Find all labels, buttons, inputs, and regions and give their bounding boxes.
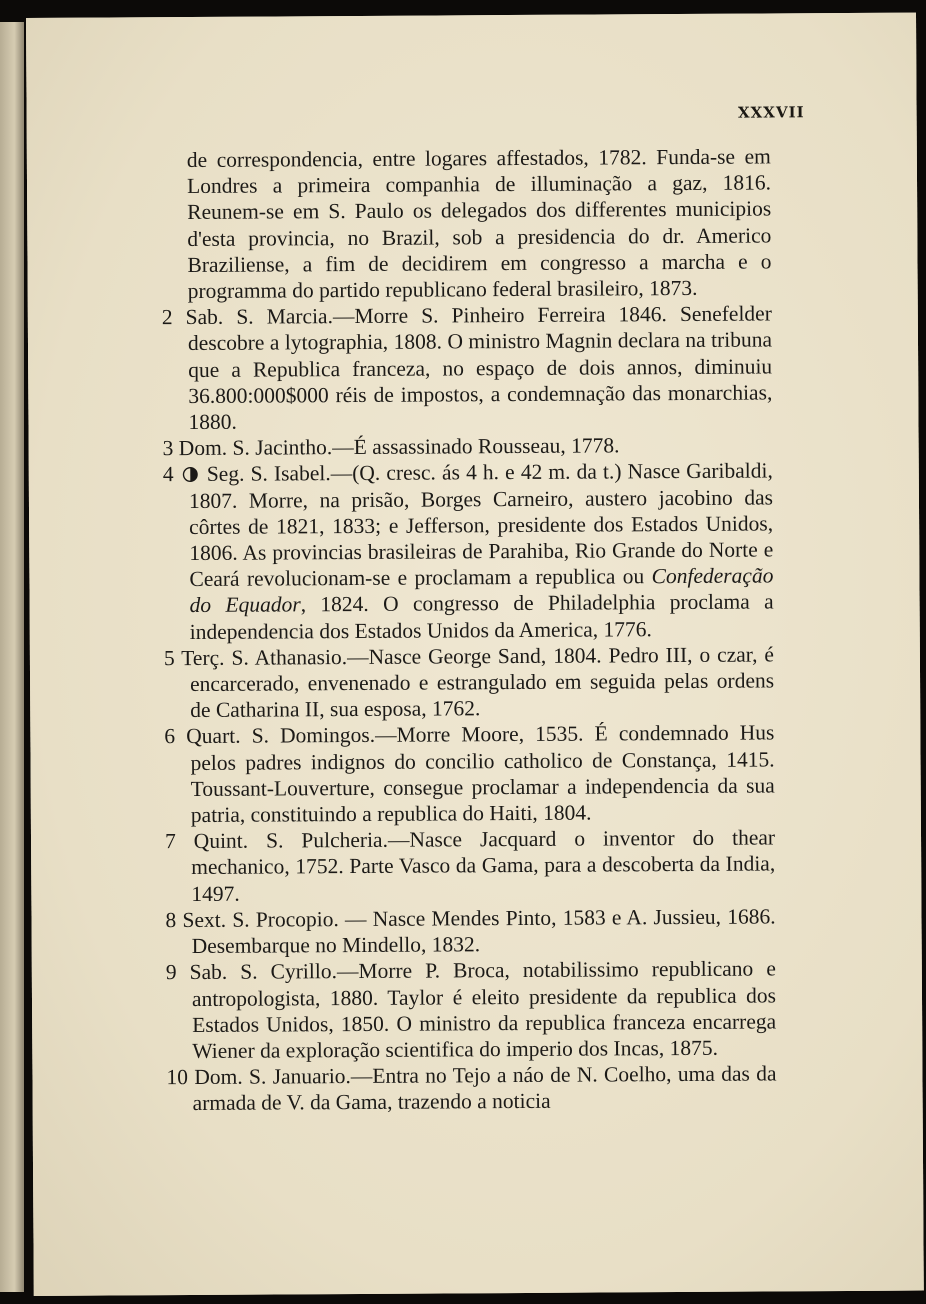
entry-day-3: [163, 432, 773, 462]
saint-name: S. Athanasio.: [231, 644, 348, 670]
entry-day-5: [164, 641, 774, 723]
entry-day-7: [165, 825, 775, 907]
entry-text: —Morre Moore, 1535. É condemnado Hus pelos padres indignos do concilio catholico de Constança, 1415. Toussant-Louverture, consegue proclamar a independencia da sua patria, constituindo a republica do Haiti, 1804.: [190, 720, 775, 828]
saint-name: S. Marcia.: [236, 304, 333, 329]
saint-name: S. Procopio.: [232, 906, 339, 932]
day-number: 5: [163, 645, 175, 671]
entry-text: —Morre P. Broca, notabilissimo republicano e antropologista, 1880. Taylor é eleito presidente da republica dos Estados Unidos, 1850. O ministro da republica franceza encarrega Wiener da exploração scientifica do imperio dos Incas, 1875.: [191, 956, 777, 1063]
entry-day-6: [164, 720, 775, 829]
saint-name: S. Januario.: [248, 1064, 351, 1089]
day-number: 2: [161, 305, 173, 330]
entry-text: —(Q. cresc. ás 4 h. e 42 m. da t.) Nasce Garibaldi, 1807. Morre, na prisão, Borges Carneiro, austero jacobino das côrtes de 1821, 1833; e Jefferson, presidente dos Estados Unidos, 1806. As provincias brasileiras de Parahiba, Rio Grande do Norte e Ceará revolucionam-se e proclamam a republica ou: [188, 458, 774, 592]
text-column: [161, 143, 777, 1116]
day-number: 3: [162, 436, 174, 461]
weekday: Terç.: [181, 645, 225, 670]
weekday: Quart.: [186, 724, 241, 749]
weekday: Dom.: [194, 1064, 243, 1090]
day-number: 6: [164, 724, 176, 749]
saint-name: S. Pulcheria.: [266, 828, 389, 853]
entry-text: —Morre S. Pinheiro Ferreira 1846. Senefelder descobre a lytographia, 1808. O ministro Magnin declara na tribuna que a Republica franceza, no espaço de dois annos, diminuiu 36.800:000$000 réis de impostos, a condemnação das monarchias, 1880.: [187, 301, 773, 435]
day-number: 4: [162, 462, 174, 487]
saint-name: S. Jacintho.: [232, 435, 333, 460]
entry-text: —Entra no Tejo a náo de N. Coelho, uma das da armada de V. da Gama, trazendo a noticia: [192, 1061, 777, 1116]
day-number: 7: [164, 829, 176, 854]
entry-text: — Nasce Mendes Pinto, 1583 e A. Jussieu, 1686. Desembarque no Mindello, 1832.: [191, 904, 776, 959]
entry-text: —Nasce George Sand, 1804. Pedro III, o czar, é encarcerado, envenenado e estrangulado em seguida pelas ordens de Catharina II, sua esposa, 1762.: [189, 642, 775, 723]
entry-day-10: [166, 1061, 776, 1117]
weekday: Quint.: [193, 828, 249, 854]
entry-continuation: [161, 143, 772, 304]
day-number: 10: [166, 1065, 189, 1090]
entry-text: —É assassinado Rousseau, 1778.: [332, 433, 620, 460]
saint-name: S. Cyrillo.: [240, 959, 337, 985]
book-page: [26, 13, 924, 1296]
saint-name: S. Isabel.: [250, 461, 331, 487]
weekday: Sab.: [185, 305, 224, 330]
entry-text: de correspondencia, entre logares affestados, 1782. Funda-se em Londres a primeira companhia de illuminação a gaz, 1816. Reunem-se em S. Paulo os delegados dos differentes municipios d'esta provincia, no Brazil, sob a presidencia do dr. Americo Braziliense, a fim de decidirem em congresso a marcha e o programma do partido republicano federal brasileiro, 1873.: [186, 144, 772, 304]
weekday: Sext.: [182, 907, 227, 932]
weekday: Sab.: [189, 960, 228, 985]
entry-text: , 1824. O congresso de Philadelphia proclama a independencia dos Estados Unidos da America, 1776.: [189, 589, 774, 644]
italic-title: Confederação do Equador: [189, 563, 774, 618]
entry-day-8: [165, 903, 775, 959]
entry-text: —Nasce Jacquard o inventor do thear mechanico, 1752. Parte Vasco da Gama, para a descoberta da India, 1497.: [191, 825, 776, 906]
weekday: Seg.: [206, 462, 245, 487]
day-number: 8: [165, 907, 177, 933]
entry-day-4: [163, 458, 774, 645]
day-number: 9: [165, 960, 177, 985]
page-number: XXXVII: [737, 103, 805, 122]
weekday: Dom.: [178, 436, 228, 461]
entry-day-9: [166, 956, 777, 1065]
left-page-edge: [0, 22, 24, 1292]
moon-quarter-icon: [182, 466, 199, 483]
entry-day-2: [162, 301, 773, 436]
saint-name: S. Domingos.: [251, 723, 376, 749]
